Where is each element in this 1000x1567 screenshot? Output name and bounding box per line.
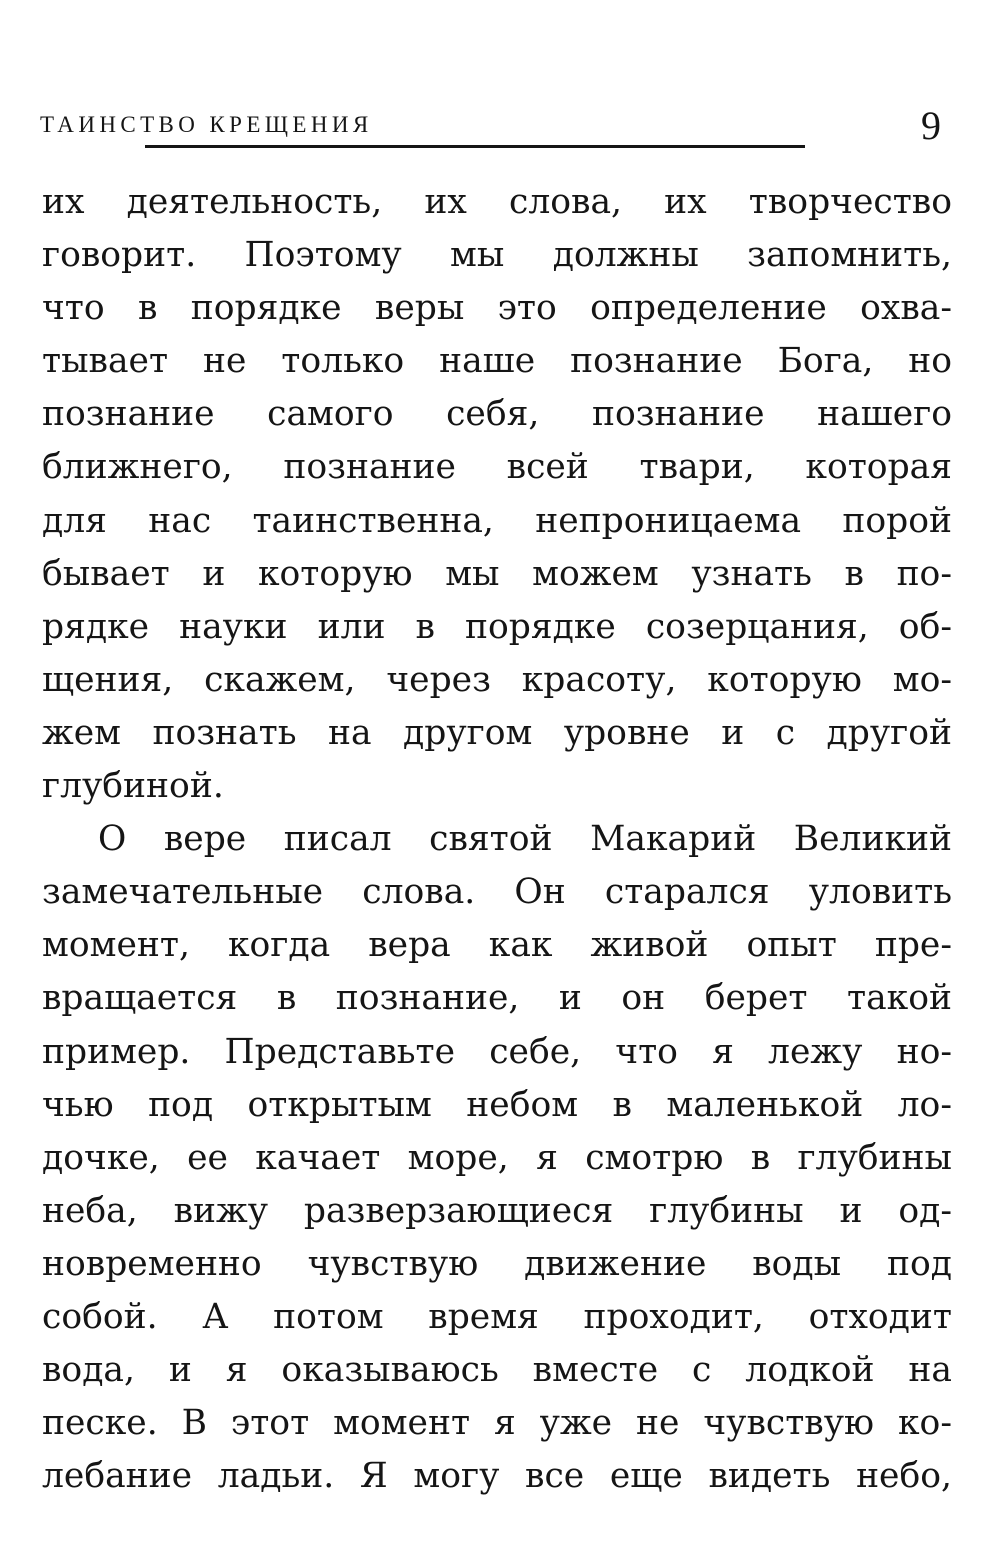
text-line: дочке, ее качает море, я смотрю в глубины bbox=[42, 1137, 952, 1178]
text-line: вода, и я оказываюсь вместе с лодкой на bbox=[42, 1350, 952, 1391]
text-line: неба, вижу разверзающиеся глубины и од- bbox=[42, 1190, 952, 1231]
body-text bbox=[42, 176, 952, 1503]
text-line: ближнего, познание всей твари, которая bbox=[42, 447, 952, 488]
text-line: собой. А потом время проходит, отходит bbox=[42, 1296, 952, 1337]
text-line: познание самого себя, познание нашего bbox=[42, 394, 952, 435]
text-line: говорит. Поэтому мы должны запомнить, bbox=[42, 235, 952, 276]
text-line: новременно чувствую движение воды под bbox=[42, 1243, 952, 1284]
paragraph-1 bbox=[42, 176, 952, 813]
text-line: для нас таинственна, непроницаема порой bbox=[42, 500, 952, 541]
text-line: глубиной. bbox=[42, 766, 224, 807]
paragraph-2 bbox=[42, 813, 952, 1503]
text-line: что в порядке веры это определение охва- bbox=[42, 288, 952, 329]
text-line: щения, скажем, через красоту, которую мо- bbox=[42, 659, 952, 700]
page-number: 9 bbox=[921, 103, 941, 148]
text-line: их деятельность, их слова, их творчество bbox=[42, 182, 952, 222]
text-line: вращается в познание, и он берет такой bbox=[42, 978, 952, 1019]
text-line: замечательные слова. Он старался уловить bbox=[42, 872, 952, 913]
text-line: момент, когда вера как живой опыт пре- bbox=[42, 925, 952, 966]
text-line: О вере писал святой Макарий Великий bbox=[98, 819, 952, 860]
header-rule bbox=[145, 145, 805, 148]
text-line: бывает и которую мы можем узнать в по- bbox=[42, 553, 952, 594]
text-line: рядке науки или в порядке созерцания, об- bbox=[42, 606, 952, 647]
text-line: пример. Представьте себе, что я лежу но- bbox=[42, 1031, 952, 1072]
text-line: тывает не только наше познание Бога, но bbox=[42, 341, 952, 382]
text-line: лебание ладьи. Я могу все еще видеть небо, bbox=[42, 1456, 952, 1497]
text-line: жем познать на другом уровне и с другой bbox=[42, 712, 952, 753]
text-line: чью под открытым небом в маленькой ло- bbox=[42, 1084, 952, 1125]
running-title: ТАИНСТВО КРЕЩЕНИЯ bbox=[40, 112, 373, 137]
text-line: песке. В этот момент я уже не чувствую ко- bbox=[42, 1403, 952, 1444]
